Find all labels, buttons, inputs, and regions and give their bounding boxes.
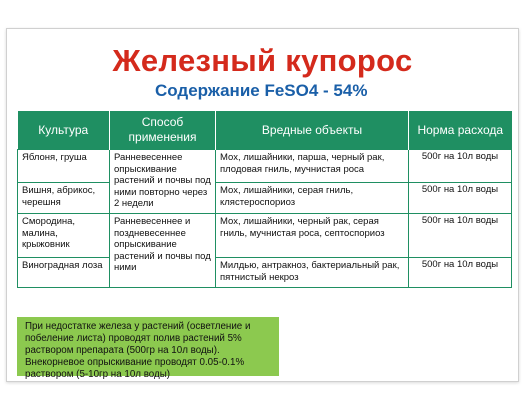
cell-method: Ранневесеннее опрыскивание растений и почвы под ними повторно через 2 недели (110, 150, 216, 214)
cell-pests: Мох, лишайники, парша, черный рак, плодовая гниль, мучнистая роса (216, 150, 409, 183)
cell-pests: Милдью, антракноз, бактериальный рак, пятнистый некроз (216, 258, 409, 288)
table-row (18, 150, 512, 183)
cell-norm: 500г на 10л воды (409, 214, 512, 258)
dosage-table (17, 111, 512, 288)
cell-pests: Мох, лишайники, черный рак, серая гниль, мучнистая роса, септоспориоз (216, 214, 409, 258)
table-row (18, 258, 512, 288)
info-card (6, 28, 519, 382)
page-subtitle: Содержание FeSO4 - 54% (155, 81, 368, 100)
cell-culture: Вишня, абрикос, черешня (18, 183, 110, 214)
table-row (18, 183, 512, 214)
page-title: Железный купорос (112, 43, 413, 78)
header-method: Способ применения (110, 111, 216, 150)
cell-culture: Смородина, малина, крыжовник (18, 214, 110, 258)
table-header-row (18, 111, 512, 150)
table-row (18, 214, 512, 258)
cell-norm: 500г на 10л воды (409, 183, 512, 214)
cell-norm: 500г на 10л воды (409, 150, 512, 183)
cell-pests: Мох, лишайники, серая гниль, клястероспориоз (216, 183, 409, 214)
cell-culture: Яблоня, груша (18, 150, 110, 183)
header-pests: Вредные объекты (216, 111, 409, 150)
cell-norm: 500г на 10л воды (409, 258, 512, 288)
cell-method: Ранневесеннее и поздневесеннее опрыскивание растений и почвы под ними (110, 214, 216, 288)
header-culture: Культура (18, 111, 110, 150)
header-norm: Норма расхода (409, 111, 512, 150)
cell-culture: Виноградная лоза (18, 258, 110, 288)
iron-deficiency-note: При недостатке железа у растений (осветление и побеление листа) проводят полив растений 5% раствором препарата (500гр на 10л воды). Внекорневое опрыскивание проводят 0.05-0.1% раствором (5-10гр на 10л воды) (17, 317, 279, 376)
